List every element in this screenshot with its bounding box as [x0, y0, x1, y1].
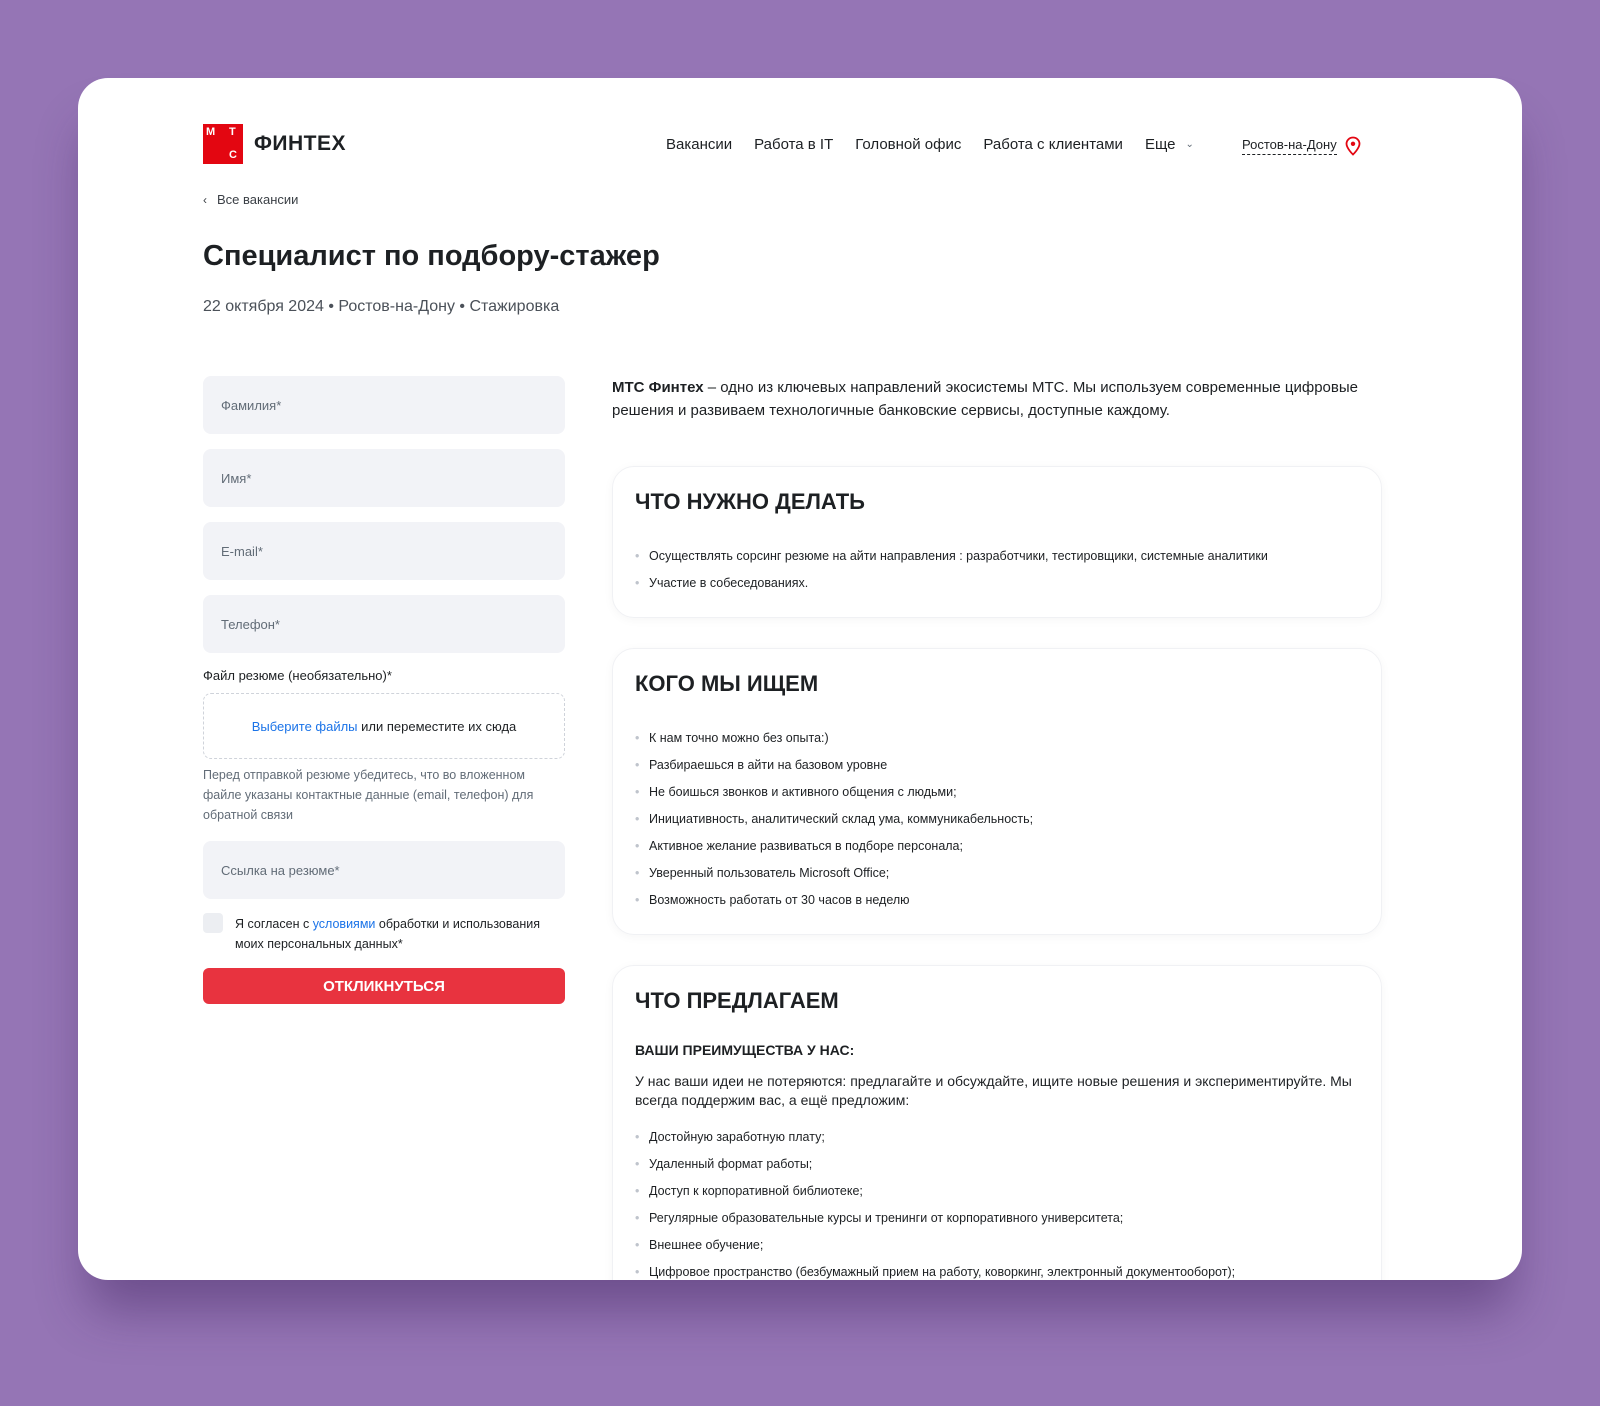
list-item: • Инициативность, аналитический склад ума, коммуникабельность;: [635, 806, 1359, 833]
nav-head-office[interactable]: Головной офис: [855, 136, 962, 153]
list-item: • Цифровое пространство (безбумажный прием на работу, коворкинг, электронный документооборот);: [635, 1259, 1359, 1280]
list-item: • Уверенный пользователь Microsoft Office;: [635, 860, 1359, 887]
list-item: • Доступ к корпоративной библиотеке;: [635, 1178, 1359, 1205]
nav-it[interactable]: Работа в IT: [754, 136, 834, 153]
consent-text-start: Я согласен с: [235, 917, 313, 931]
consent-text-end: обработки и использования моих персональных данных*: [235, 917, 540, 951]
company-name: МТС Финтех: [612, 379, 704, 396]
consent-text: [235, 914, 565, 954]
list-item: • Возможность работать от 30 часов в неделю: [635, 887, 1359, 914]
logo-text: ФИНТЕХ: [254, 132, 347, 155]
mts-logo-icon: [203, 124, 243, 164]
requirements-list: [635, 725, 1359, 914]
nav-vacancies[interactable]: Вакансии: [666, 136, 733, 153]
consent-checkbox[interactable]: [203, 913, 223, 933]
terms-link[interactable]: условиями: [312, 917, 376, 931]
section-responsibilities: [612, 466, 1382, 618]
vacancy-meta: 22 октября 2024 • Ростов-на-Дону • Стажировка: [203, 298, 560, 315]
resume-file-label: Файл резюме (необязательно)*: [203, 668, 392, 683]
resume-hint: Перед отправкой резюме убедитесь, что во вложенном файле указаны контактные данные (email, телефон) для обратной связи: [203, 768, 534, 822]
offer-list: [635, 1124, 1359, 1280]
offer-paragraph: У нас ваши идеи не потеряются: предлагайте и обсуждайте, ищите новые решения и экспериментируйте. Мы всегда поддержим вас, а ещё предложим:: [635, 1073, 1352, 1108]
intro-text: – одно из ключевых направлений экосистемы МТС. Мы используем современные цифровые решения и развиваем технологичные банковские сервисы, доступные каждому.: [612, 379, 1358, 419]
nav-clients[interactable]: Работа с клиентами: [983, 136, 1123, 153]
dropzone-text: или переместите их сюда: [357, 718, 517, 734]
section-offer: [612, 965, 1382, 1280]
list-item: • Участие в собеседованиях.: [635, 570, 1359, 597]
list-item: • Внешнее обучение;: [635, 1232, 1359, 1259]
application-form: [203, 376, 565, 1004]
consent-row: [203, 914, 565, 954]
list-item: • Активное желание развиваться в подборе персонала;: [635, 833, 1359, 860]
breadcrumb-label: Все вакансии: [217, 192, 299, 207]
section-title: КОГО МЫ ИЩЕМ: [635, 671, 819, 696]
list-item: • Достойную заработную плату;: [635, 1124, 1359, 1151]
logo-letter-s: С: [229, 149, 237, 161]
chevron-down-icon: ⌄: [1185, 139, 1194, 150]
page-title: Специалист по подбору-стажер: [203, 240, 660, 272]
logo-letter-t: Т: [229, 126, 236, 138]
mts-fintech-logo[interactable]: [203, 124, 346, 164]
responsibilities-list: [635, 543, 1359, 597]
list-item: • К нам точно можно без опыта:): [635, 725, 1359, 752]
logo-letter-m: М: [206, 126, 216, 138]
apply-button[interactable]: ОТКЛИКНУТЬСЯ: [203, 968, 565, 1004]
city-selector[interactable]: [1242, 136, 1362, 156]
location-pin-icon: [1344, 136, 1362, 156]
page-card: [78, 78, 1522, 1280]
list-item: • Удаленный формат работы;: [635, 1151, 1359, 1178]
list-item: • Осуществлять сорсинг резюме на айти направления : разработчики, тестировщики, системные аналитики: [635, 543, 1359, 570]
email-input[interactable]: [203, 522, 565, 580]
surname-input[interactable]: [203, 376, 565, 434]
section-requirements: [612, 648, 1382, 935]
list-item: • Разбираешься в айти на базовом уровне: [635, 752, 1359, 779]
city-label: Ростов-на-Дону: [1242, 137, 1337, 155]
nav-more[interactable]: [1145, 136, 1194, 153]
name-input[interactable]: [203, 449, 565, 507]
resume-link-input[interactable]: [203, 841, 565, 899]
company-intro: [612, 376, 1382, 422]
offer-subtitle: ВАШИ ПРЕИМУЩЕСТВА У НАС:: [635, 1042, 855, 1058]
main-nav: [666, 136, 1194, 153]
back-to-vacancies[interactable]: [203, 192, 298, 207]
phone-input[interactable]: [203, 595, 565, 653]
chevron-left-icon: ‹: [203, 192, 207, 207]
nav-more-label: Еще: [1144, 136, 1176, 153]
resume-dropzone[interactable]: [203, 693, 565, 759]
vacancy-description: [612, 376, 1382, 1280]
section-title: ЧТО НУЖНО ДЕЛАТЬ: [635, 489, 865, 514]
choose-files-link[interactable]: Выберите файлы: [251, 718, 358, 734]
list-item: • Не боишься звонков и активного общения с людьми;: [635, 779, 1359, 806]
list-item: • Регулярные образовательные курсы и тренинги от корпоративного университета;: [635, 1205, 1359, 1232]
section-title: ЧТО ПРЕДЛАГАЕМ: [635, 988, 839, 1013]
